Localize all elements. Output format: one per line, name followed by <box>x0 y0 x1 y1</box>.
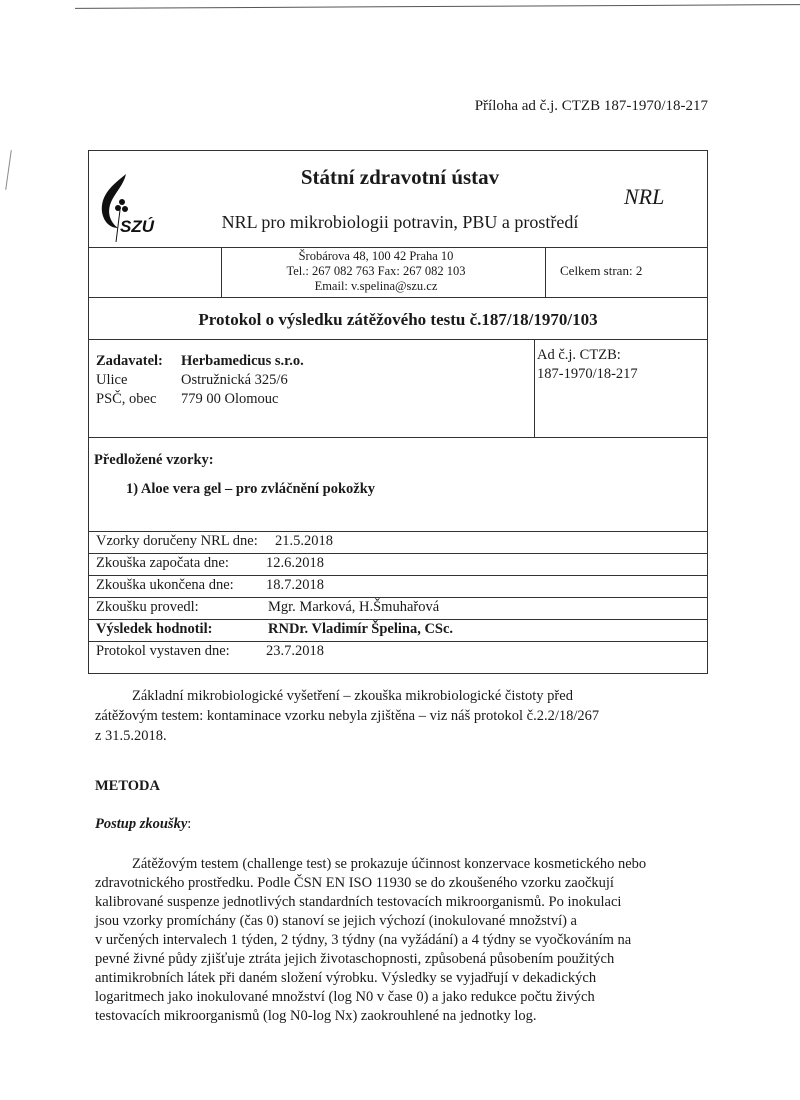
detail-row-issued: Protokol vystaven dne: 23.7.2018 <box>96 643 324 659</box>
detail-row-performed-by: Zkoušku provedl: Mgr. Marková, H.Šmuhařová <box>96 599 440 615</box>
total-pages: Celkem stran: 2 <box>560 263 643 278</box>
contact-address: Šrobárova 48, 100 42 Praha 10 Tel.: 267 082 763 Fax: 267 082 103 Email: v.spelina@szu.cz <box>286 249 466 293</box>
procedure-heading: Postup zkoušky: <box>95 816 192 832</box>
detail-row-started: Zkouška započata dne: 12.6.2018 <box>96 555 324 571</box>
detail-row-evaluated-by: Výsledek hodnotil: RNDr. Vladimír Špelina, CSc. <box>96 621 454 637</box>
scan-edge-mark <box>5 150 12 190</box>
detail-row-delivered: Vzorky doručeny NRL dne: 21.5.2018 <box>96 533 333 549</box>
client-reference: Ad č.j. CTZB: 187-1970/18-217 <box>537 347 638 382</box>
samples-heading: Předložené vzorky: <box>94 452 214 468</box>
scan-edge-line <box>75 4 800 9</box>
document-page: Příloha ad č.j. CTZB 187-1970/18-217 SZÚ Státní zdravotní ústav NRL pro mikrobiologii potravin, PBU a prostředí NRL Šrobárova 48, 100 42 Praha 10 Tel.: 267 082 763 Fax: 267 082 103 Email: v.spelina@szu.cz Celkem stran: 2 Protokol o výsledku zátěžového testu č.187/18/1970/103 Zadavatel: Ulice PSČ, obec Herbamedicus s.r.o. Ostružnická 325/6 779 00 Olomouc Ad č.j. CTZB: 187-1970/18-217 Předložené vzorky: 1) Aloe vera gel – pro zvláčnění pokožky Vzorky doručeny NRL dne: 21.5.2018 Zkouška započata dne: 12.6.2018 Zkouška ukončena dne: 18.7.2018 Zkoušku provedl: Mgr. Marková, H.Šmuhařová Výsledek hodnotil: RNDr. Vladimír Špelina, CSc. Protokol vystaven dne: 23.7.2018 Základní mikrobiologické vyšetření – zkouška mikrobiologické čistoty před zátěžovým testem: kontaminace vzorku nebyla zjištěna – viz náš protokol č.2.2/18/267 z 31.5.2018. METODA Postup zkoušky: Zátěžovým testem (challenge test) se prokazuje účinnost konzervace kosmetického nebo zdravotnického prostředku. Podle ČSN EN ISO 11930 se do zkoušeného vzorku zaočkují kalibrované suspenze jednotlivých standardních testovacích mikroorganismů. Po inokulaci jsou vzorky promíchány (čas 0) stanoví se jejich výchozí (inokulované množství) a v určených intervalech 1 týden, 2 týdny, 3 týdny (na vyžádání) a 4 týdny se vyočkováním na pevné živné půdy zjišťuje ztráta jejich životaschopnosti, způsobená působením použitých antimikrobních látek při daném složení výrobku. Výsledky se vyjadřují v dekadických logaritmech jako inokulované množství (log N0 v čase 0) a jako redukce počtu živých testovacích mikroorganismů (log N0-log Nx) zaokrouhlené na jednotky log. <box>0 0 800 1100</box>
department-name: NRL pro mikrobiologii potravin, PBU a prostředí <box>221 212 579 232</box>
method-heading: METODA <box>95 778 160 794</box>
nrl-mark: NRL <box>624 184 665 209</box>
svg-text:SZÚ: SZÚ <box>120 217 154 236</box>
client-values: Herbamedicus s.r.o. Ostružnická 325/6 779 00 Olomouc <box>181 353 304 407</box>
szu-logo <box>96 172 176 247</box>
client-labels: Zadavatel: Ulice PSČ, obec <box>96 353 163 407</box>
institute-name: Státní zdravotní ústav <box>300 165 500 189</box>
annex-reference: Příloha ad č.j. CTZB 187-1970/18-217 <box>474 98 708 114</box>
sample-item: 1) Aloe vera gel – pro zvláčnění pokožky <box>126 481 376 497</box>
detail-row-finished: Zkouška ukončena dne: 18.7.2018 <box>96 577 324 593</box>
protocol-title: Protokol o výsledku zátěžového testu č.187/18/1970/103 <box>198 310 598 329</box>
